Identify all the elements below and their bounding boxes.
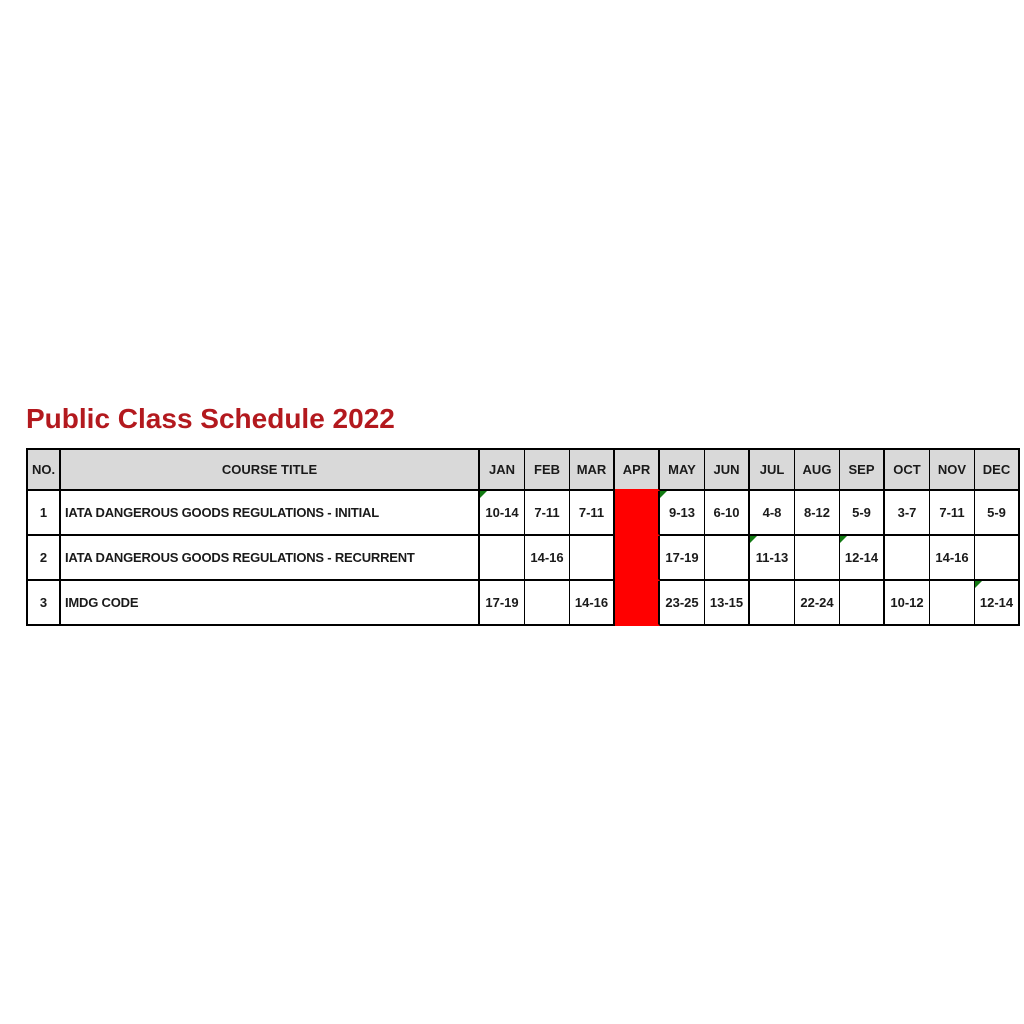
schedule-cell-r1-aug bbox=[795, 491, 840, 536]
cell-value: 23-25 bbox=[665, 595, 699, 610]
cell-value: 5-9 bbox=[987, 505, 1006, 520]
cell-value: 7-11 bbox=[534, 505, 560, 520]
schedule-cell-r2-aug bbox=[795, 536, 840, 581]
cell-value: 17-19 bbox=[485, 595, 519, 610]
row-number: 2 bbox=[26, 536, 61, 581]
schedule-cell-r2-jun bbox=[705, 536, 750, 581]
cell-value: 14-16 bbox=[574, 595, 609, 610]
cell-value: 12-14 bbox=[979, 595, 1014, 610]
cell-value: 14-16 bbox=[935, 550, 969, 565]
cell-value: 10-14 bbox=[485, 505, 519, 520]
schedule-cell-r3-mar bbox=[570, 581, 615, 626]
table-row-recurrent bbox=[26, 536, 1020, 581]
cell-value: 17-19 bbox=[665, 550, 699, 565]
cell-value: 6-10 bbox=[713, 505, 740, 520]
error-indicator-icon bbox=[840, 536, 847, 543]
header-month-dec: DEC bbox=[975, 448, 1020, 491]
cell-value: 3-7 bbox=[897, 505, 917, 520]
cell-value: 13-15 bbox=[709, 595, 744, 610]
schedule-cell-r3-aug bbox=[795, 581, 840, 626]
cell-value: 9-13 bbox=[668, 505, 696, 520]
schedule-cell-r2-jul bbox=[750, 536, 795, 581]
schedule-cell-r1-apr-highlighted bbox=[615, 491, 660, 536]
table-row-initial bbox=[26, 491, 1020, 536]
header-month-aug: AUG bbox=[795, 448, 840, 491]
page-title: Public Class Schedule 2022 bbox=[26, 403, 395, 434]
header-month-jul: JUL bbox=[750, 448, 795, 491]
schedule-cell-r3-jan bbox=[480, 581, 525, 626]
schedule-cell-r1-dec bbox=[975, 491, 1020, 536]
header-month-jun: JUN bbox=[705, 448, 750, 491]
header-month-sep: SEP bbox=[840, 448, 885, 491]
schedule-cell-r2-apr-highlighted bbox=[615, 536, 660, 581]
schedule-cell-r2-mar bbox=[570, 536, 615, 581]
cell-value: 10-12 bbox=[890, 595, 924, 610]
schedule-cell-r3-nov bbox=[930, 581, 975, 626]
schedule-cell-r3-may bbox=[660, 581, 705, 626]
schedule-cell-r1-jan bbox=[480, 491, 525, 536]
cell-value: 4-8 bbox=[762, 505, 782, 520]
cell-value: 22-24 bbox=[800, 595, 834, 610]
schedule-cell-r3-apr-highlighted bbox=[615, 581, 660, 626]
header-course-title: COURSE TITLE bbox=[61, 448, 480, 491]
course-title-cell: IATA DANGEROUS GOODS REGULATIONS - INITIAL bbox=[61, 491, 480, 536]
cell-value: 14-16 bbox=[530, 550, 564, 565]
schedule-cell-r1-may bbox=[660, 491, 705, 536]
schedule-cell-r2-sep bbox=[840, 536, 885, 581]
header-month-nov: NOV bbox=[930, 448, 975, 491]
schedule-cell-r3-jul bbox=[750, 581, 795, 626]
schedule-table bbox=[26, 448, 1020, 626]
schedule-cell-r2-nov bbox=[930, 536, 975, 581]
schedule-cell-r1-mar bbox=[570, 491, 615, 536]
header-month-apr: APR bbox=[615, 448, 660, 491]
header-month-mar: MAR bbox=[570, 448, 615, 491]
header-row bbox=[26, 448, 1020, 491]
schedule-cell-r2-dec bbox=[975, 536, 1020, 581]
error-indicator-icon bbox=[660, 491, 667, 498]
header-no: NO. bbox=[26, 448, 61, 491]
schedule-cell-r3-dec bbox=[975, 581, 1020, 626]
schedule-cell-r3-oct bbox=[885, 581, 930, 626]
row-number: 3 bbox=[26, 581, 61, 626]
course-title-cell: IATA DANGEROUS GOODS REGULATIONS - RECURRENT bbox=[61, 536, 480, 581]
cell-value: 11-13 bbox=[755, 550, 789, 565]
schedule-cell-r1-oct bbox=[885, 491, 930, 536]
row-number: 1 bbox=[26, 491, 61, 536]
error-indicator-icon bbox=[750, 536, 757, 543]
schedule-cell-r3-feb bbox=[525, 581, 570, 626]
cell-value: 7-11 bbox=[939, 505, 965, 520]
schedule-cell-r2-oct bbox=[885, 536, 930, 581]
schedule-cell-r2-jan bbox=[480, 536, 525, 581]
schedule-cell-r1-jul bbox=[750, 491, 795, 536]
error-indicator-icon bbox=[975, 581, 982, 588]
schedule-cell-r1-feb bbox=[525, 491, 570, 536]
header-month-feb: FEB bbox=[525, 448, 570, 491]
schedule-cell-r3-sep bbox=[840, 581, 885, 626]
header-month-jan: JAN bbox=[480, 448, 525, 491]
cell-value: 8-12 bbox=[803, 505, 831, 520]
cell-value: 7-11 bbox=[578, 505, 605, 520]
schedule-cell-r3-jun bbox=[705, 581, 750, 626]
schedule-cell-r1-sep bbox=[840, 491, 885, 536]
schedule-cell-r2-may bbox=[660, 536, 705, 581]
error-indicator-icon bbox=[480, 491, 487, 498]
schedule-cell-r2-feb bbox=[525, 536, 570, 581]
header-month-may: MAY bbox=[660, 448, 705, 491]
table-row-imdg bbox=[26, 581, 1020, 626]
schedule-cell-r1-jun bbox=[705, 491, 750, 536]
header-month-oct: OCT bbox=[885, 448, 930, 491]
course-title-cell: IMDG CODE bbox=[61, 581, 480, 626]
cell-value: 5-9 bbox=[852, 505, 871, 520]
cell-value: 12-14 bbox=[844, 550, 879, 565]
schedule-cell-r1-nov bbox=[930, 491, 975, 536]
